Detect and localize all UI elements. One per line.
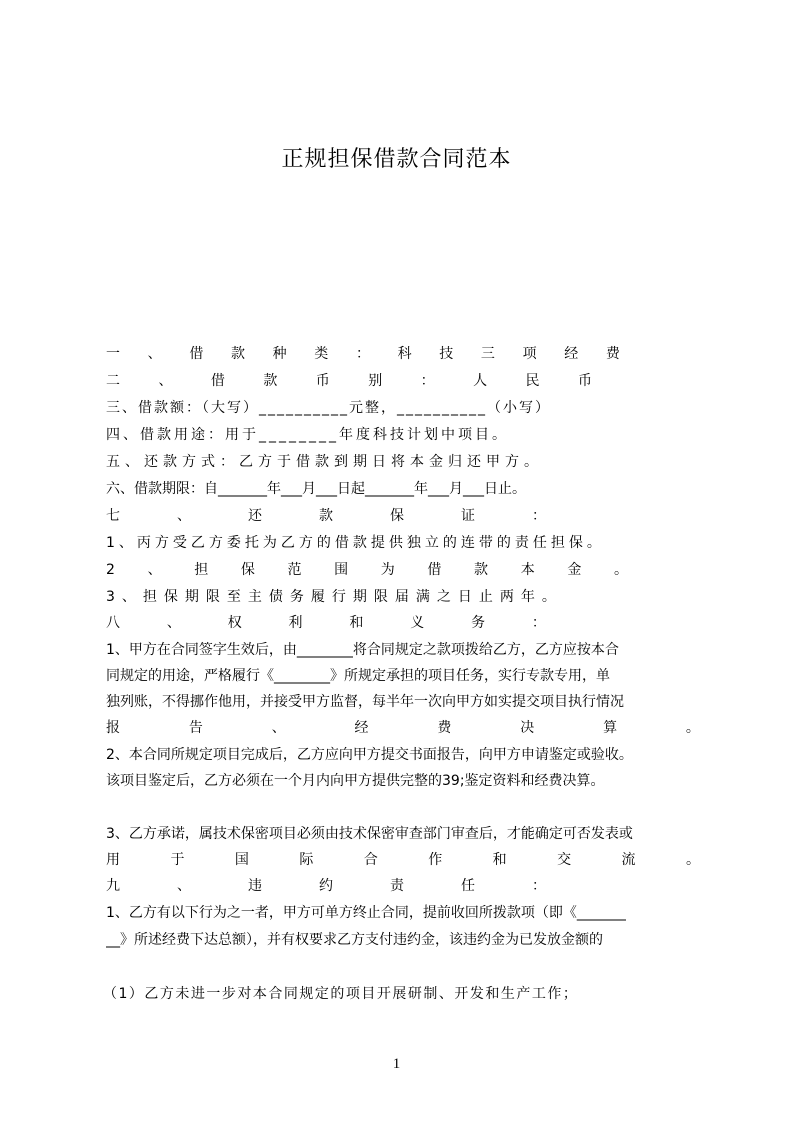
- clause-char: 、: [147, 562, 162, 578]
- clause-3: 三、借款额：（大写）__________元整，__________（小写）: [106, 400, 551, 416]
- clause-char: ：: [420, 373, 435, 389]
- clause-2: [106, 371, 592, 391]
- clause-char: 和: [492, 852, 507, 868]
- clause-char: 用: [106, 852, 120, 868]
- clause-char: 借: [427, 562, 442, 578]
- clause-char: 别: [368, 373, 383, 389]
- clause-7-2-chars: [106, 560, 628, 580]
- clause-9-1-1: （1）乙方未进一步对本合同规定的项目开展研制、开发和生产工作；: [103, 986, 579, 1002]
- clause-char: 一: [106, 346, 120, 362]
- clause-char: 。: [613, 562, 628, 578]
- clause-char: 国: [234, 852, 249, 868]
- clause-9-1-a: 1、乙方有以下行为之一者，甲方可单方终止合同，提前收回所拨款项（即《_______: [106, 905, 626, 921]
- clause-1-chars: [106, 344, 620, 364]
- clause-8-3-a: 3、乙方承诺，属技术保密项目必须由技术保密审查部门审查后，才能确定可否发表或: [106, 826, 633, 842]
- clause-char: 算: [603, 720, 618, 736]
- clause-char: 、: [271, 720, 286, 736]
- clause-char: 本: [520, 562, 535, 578]
- clause-char: 款: [230, 346, 245, 362]
- clause-char: 费: [437, 720, 452, 736]
- clause-4: 四、借款用途：用于________年度科技计划中项目。: [106, 427, 509, 443]
- clause-char: 。: [685, 720, 700, 736]
- clause-char: 项: [522, 346, 537, 362]
- clause-9-chars: [106, 876, 546, 896]
- clause-char: 、: [158, 373, 173, 389]
- clause-char: 九: [106, 878, 120, 894]
- clause-char: 借: [210, 373, 225, 389]
- clause-char: 币: [577, 373, 592, 389]
- clause-7-2: [106, 560, 628, 580]
- clause-char: 类: [314, 346, 329, 362]
- document-title: 正规担保借款合同范本: [281, 147, 512, 172]
- clause-char: 借: [189, 346, 204, 362]
- clause-8-1-d-chars: [106, 718, 700, 738]
- clause-char: 、: [177, 878, 191, 894]
- clause-char: 。: [685, 852, 700, 868]
- clause-char: 际: [299, 852, 314, 868]
- clause-9-1-b: __》所述经费下达总额），并有权要求乙方支付违约金，该违约金为已发放金额的: [106, 932, 603, 948]
- clause-char: 费: [605, 346, 620, 362]
- clause-char: 科: [397, 346, 412, 362]
- clause-char: 金: [567, 562, 582, 578]
- page-number: 1: [392, 1056, 401, 1072]
- clause-char: 告: [188, 720, 203, 736]
- clause-char: 合: [363, 852, 378, 868]
- clause-char: 款: [319, 508, 333, 524]
- clause-char: 八: [106, 615, 120, 631]
- clause-char: 款: [474, 562, 489, 578]
- clause-char: 、: [166, 615, 181, 631]
- clause-char: 任: [461, 878, 475, 894]
- clause-8-1-c: 独列账，不得挪作他用，并接受甲方监督，每半年一次向甲方如实提交项目执行情况: [106, 694, 624, 710]
- clause-8-3-b-chars: [106, 850, 700, 870]
- clause-5: 五、还款方式：乙方于借款到期日将本金归还甲方。: [106, 454, 543, 470]
- clause-char: 于: [170, 852, 185, 868]
- clause-char: 责: [390, 878, 404, 894]
- clause-char: 民: [525, 373, 540, 389]
- clause-8-heading: [106, 613, 546, 633]
- clause-char: 交: [557, 852, 572, 868]
- clause-char: ：: [532, 508, 546, 524]
- clause-char: 币: [315, 373, 330, 389]
- clause-char: 经: [564, 346, 579, 362]
- clause-char: 义: [410, 615, 425, 631]
- clause-char: 技: [439, 346, 454, 362]
- clause-char: 范: [287, 562, 302, 578]
- clause-char: 二: [106, 373, 120, 389]
- clause-char: 流: [621, 852, 636, 868]
- clause-char: 利: [288, 615, 303, 631]
- clause-char: 作: [428, 852, 443, 868]
- clause-8-1-a: 1、甲方在合同签字生效后，由________将合同规定之款项拨给乙方，乙方应按本合: [106, 642, 619, 658]
- clause-char: 三: [480, 346, 495, 362]
- clause-char: 保: [240, 562, 255, 578]
- clause-char: 款: [263, 373, 278, 389]
- clause-char: 务: [471, 615, 486, 631]
- clause-char: 证: [461, 508, 475, 524]
- clause-char: 种: [272, 346, 287, 362]
- clause-7-3: 3、担保期限至主债务履行期限届满之日止两年。: [106, 589, 563, 605]
- clause-char: 报: [106, 720, 120, 736]
- clause-7-1: 1、丙方受乙方委托为乙方的借款提供独立的连带的责任担保。: [106, 535, 605, 551]
- clause-8-1-d: [106, 718, 700, 738]
- clause-char: 担: [194, 562, 209, 578]
- clause-6: 六、借款期限：自_______年___月___日起_______年___月___日止。: [106, 481, 526, 497]
- clause-8-3-b: [106, 850, 700, 870]
- clause-8-1-b: 同规定的用途，严格履行《________》所规定承担的项目任务，实行专款专用，单: [106, 668, 610, 684]
- clause-2-chars: [106, 371, 592, 391]
- clause-char: 决: [520, 720, 535, 736]
- clause-char: 七: [106, 508, 120, 524]
- clause-char: ：: [355, 346, 370, 362]
- clause-char: 和: [349, 615, 364, 631]
- clause-char: ：: [532, 878, 546, 894]
- clause-char: 2: [106, 562, 115, 578]
- clause-8-2-a: 2、本合同所规定项目完成后，乙方应向甲方提交书面报告，向甲方申请鉴定或验收。: [106, 747, 633, 763]
- clause-char: 约: [319, 878, 333, 894]
- clause-8-chars: [106, 613, 546, 633]
- clause-char: 权: [227, 615, 242, 631]
- clause-7-chars: [106, 506, 546, 526]
- clause-char: 、: [177, 508, 191, 524]
- clause-1: [106, 344, 620, 364]
- clause-char: 人: [473, 373, 488, 389]
- clause-char: ：: [531, 615, 546, 631]
- clause-char: 违: [248, 878, 262, 894]
- clause-char: 保: [390, 508, 404, 524]
- clause-char: 还: [248, 508, 262, 524]
- clause-char: 经: [354, 720, 369, 736]
- clause-char: 为: [380, 562, 395, 578]
- clause-char: 、: [147, 346, 162, 362]
- clause-9-heading: [106, 876, 546, 896]
- clause-7-heading: [106, 506, 546, 526]
- clause-8-2-b: 该项目鉴定后，乙方必须在一个月内向甲方提供完整的39;鉴定资料和经费决算。: [106, 773, 605, 789]
- clause-char: 围: [334, 562, 349, 578]
